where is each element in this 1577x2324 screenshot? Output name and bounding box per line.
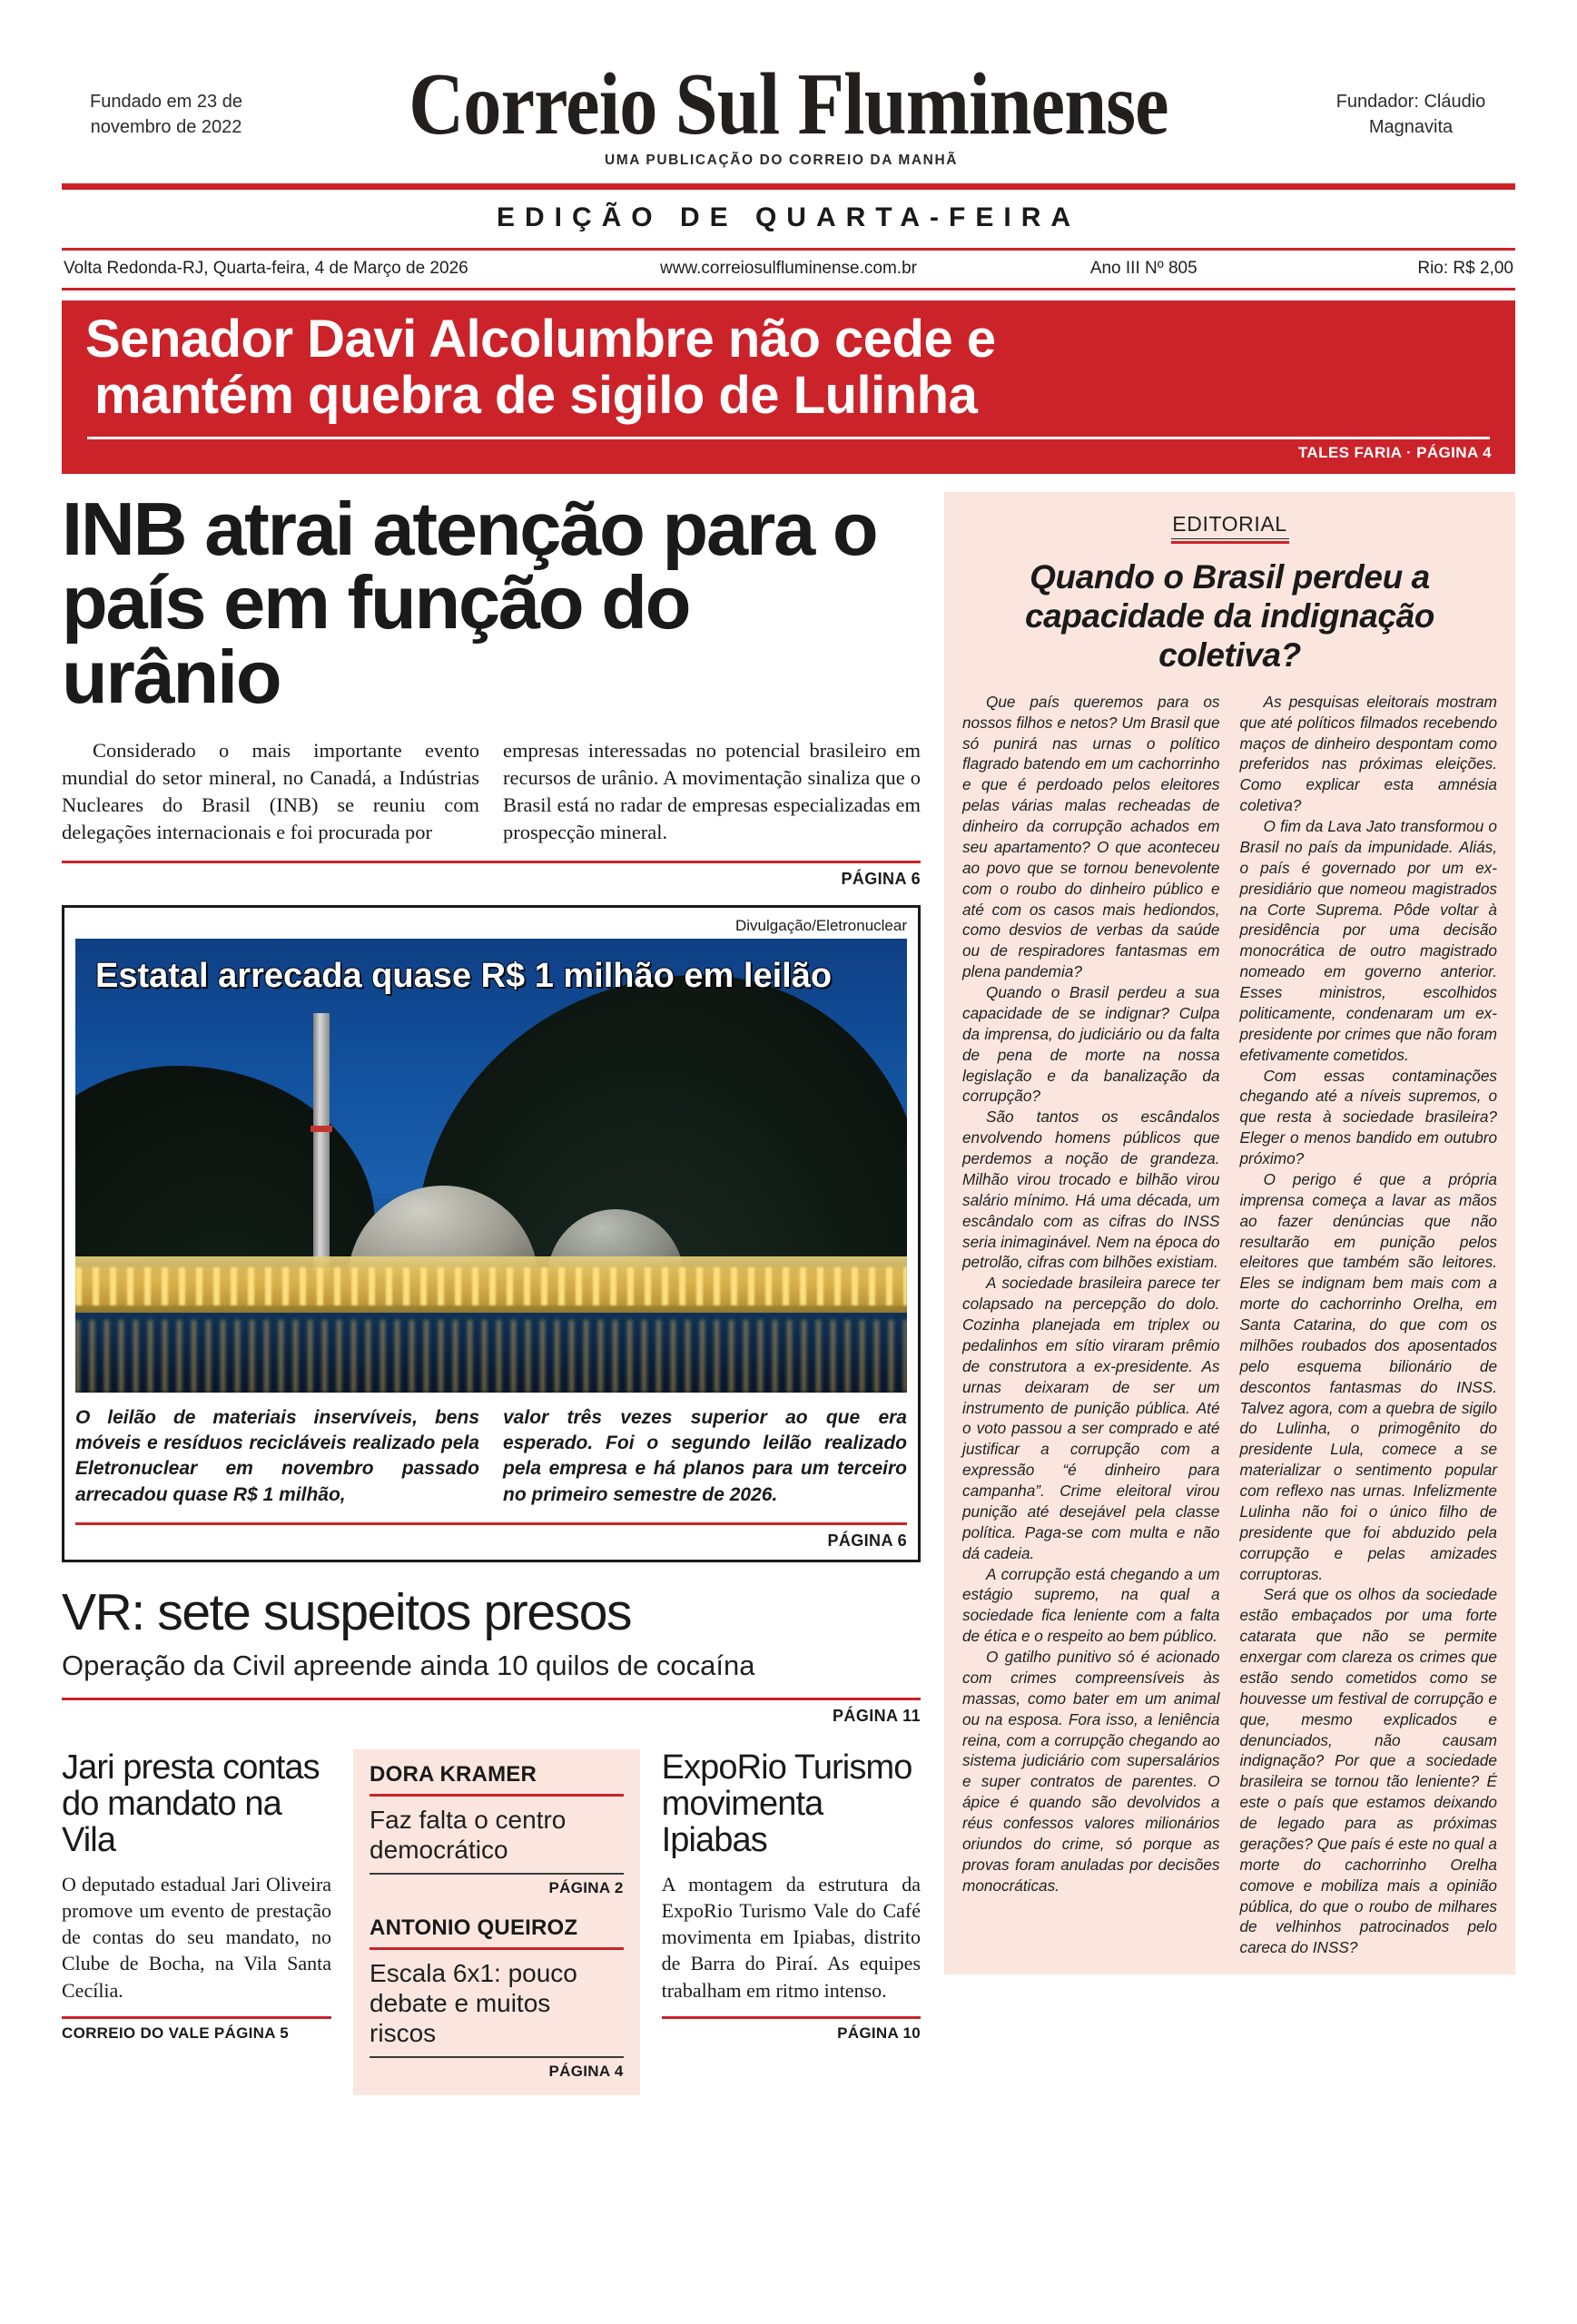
columnist-dora-kramer[interactable] <box>370 1762 624 1897</box>
lead-paragraph-2: empresas interessadas no potencial brasileiro em recursos de urânio. A movimentação sinaliza que o Brasil está no radar de empresas especializadas em prospecção mineral. <box>503 739 921 843</box>
editorial-kicker: EDITORIAL <box>1171 512 1289 539</box>
editorial-paragraph: Quando o Brasil perdeu a sua capacidade de se indignar? Culpa da imprensa, do judiciário ou da falta de pena de morte na nossa legislação e da banalização da corrupção? <box>962 983 1220 1106</box>
editorial-column-2 <box>1240 692 1498 1958</box>
edition-band: EDIÇÃO DE QUARTA-FEIRA <box>496 202 1081 232</box>
columnist-dark-rule <box>370 2056 624 2058</box>
lead-body <box>62 737 921 846</box>
editorial-paragraph: A sociedade brasileira parece ter colapsado na percepção do dolo. Cozinha planejada em triplex ou pedalinhos em sítio viraram prêmio de construtora a ex-presidente. As urnas deixaram de ser um instrumento de punição pública. Até o voto passou a ser comprado e até justificar a corrupção com a expressão “é dinheiro para campanha”. Crime eleitoral virou punição até desejável pela classe política. Paga-se com multa e não dá cadeia. <box>962 1274 1220 1562</box>
vr-subhead: Operação da Civil apreende ainda 10 quilos de cocaína <box>62 1649 755 1682</box>
info-price: Rio: R$ 2,00 <box>1417 259 1513 278</box>
banner-headline-line-2: mantém quebra de sigilo de Lulinha <box>94 366 978 426</box>
columnist-red-rule <box>370 1947 624 1950</box>
editorial-paragraph: Será que os olhos da sociedade estão embaçados por uma forte catarata que não se permite enxergar com clareza os crimes que estão sendo cometidos como se houvesse um festival de corrupção e que, mesmo explicados e denunciados, não causam indignação? Por que a sociedade brasileira se tornou tão leniente? É este o país que estamos deixando de legado para as próximas gerações? Que país é este no qual a morte do cachorrinho Orelha comove e mobiliza mais a opinião pública, do que o roubo de milhares de velhinhos patrocinados pelo careca do INSS? <box>1239 1585 1497 1957</box>
info-year-issue: Ano III Nº 805 <box>1089 259 1198 278</box>
photo-caption <box>75 1405 907 1508</box>
founder-credit: Fundador: Cláudio Magnavita <box>1336 91 1486 137</box>
columnist-title: Escala 6x1: pouco debate e muitos riscos <box>370 1958 577 2047</box>
columnists-box <box>353 1749 640 2095</box>
editorial-paragraph: As pesquisas eleitorais mostram que até políticos filmados recebendo maços de dinheiro despontam como preferidos nas próximas eleições. Como explicar esta amnésia coletiva? <box>1239 692 1497 815</box>
columnist-red-rule <box>370 1794 624 1797</box>
founded-date: Fundado em 23 de novembro de 2022 <box>90 91 242 137</box>
columnist-antonio-queiroz[interactable] <box>370 1915 624 2081</box>
editorial-columns <box>962 692 1497 1958</box>
jari-story <box>62 1749 353 2095</box>
expo-story <box>640 1749 921 2095</box>
masthead <box>62 54 1515 174</box>
editorial-paragraph: A corrupção está chegando a um estágio supremo, na qual a sociedade fica leniente com a falta de ética e o respeito ao bem público. <box>962 1564 1220 1646</box>
expo-headline[interactable]: ExpoRio Turismo movimenta Ipiabas <box>661 1748 912 1860</box>
masthead-subtitle: UMA PUBLICAÇÃO DO CORREIO DA MANHÃ <box>604 153 959 168</box>
photo-story-page-ref[interactable]: PÁGINA 6 <box>827 1531 907 1551</box>
water-reflection-shape <box>75 1320 907 1393</box>
expo-page-ref[interactable]: PÁGINA 10 <box>837 2024 921 2042</box>
columnist-name: DORA KRAMER <box>370 1761 537 1787</box>
editorial-paragraph: Com essas contaminações chegando até a níveis supremos, o que resta à sociedade brasileira? Eleger o menos bandido em outubro próximo? <box>1239 1066 1497 1168</box>
jari-headline[interactable]: Jari presta contas do mandato na Vila <box>62 1748 320 1860</box>
info-bar <box>62 251 1515 288</box>
masthead-divider <box>62 183 1515 190</box>
nuclear-plant-photo <box>75 939 907 1393</box>
columnists-spacer <box>370 1897 624 1915</box>
photo-caption-2: valor três vezes superior ao que era esperado. Foi o segundo leilão realizado pela empresa e há planos para um terceiro no primeiro semestre de 2026. <box>503 1406 907 1505</box>
editorial-paragraph: O perigo é que a própria imprensa começa a lavar as mãos ao fazer denúncias que não resultarão em punição pelos eleitores que também são leitores. Eles se indignam bem mais com a morte do cachorrinho Orelha, em Santa Catarina, do que com os milhões roubados dos aposentados pelo esquema bilionário de descontos fantasmas do INSS. Talvez agora, com a quebra de sigilo do Lulinha, o primogênito do presidente Lula, comece a se materializar o sentimento popular com reflexo nas urnas. Infelizmente Lulinha não foi o único filho de presidente que foi abduzido pela corrupção e pelas amizades corruptoras. <box>1239 1169 1497 1583</box>
jari-page-ref[interactable]: CORREIO DO VALE PÁGINA 5 <box>62 2024 289 2042</box>
photo-overlay-headline: Estatal arrecada quase R$ 1 milhão em leilão <box>95 956 833 995</box>
lead-page-ref[interactable]: PÁGINA 6 <box>841 869 921 888</box>
editorial-paragraph: Que país queremos para os nossos filhos e netos? Um Brasil que só punirá nas urnas o político flagrado batendo em um cachorrinho e que é perdoado pelos eleitores pelas várias malas recheadas de dinheiro da corrupção achados em seu apartamento? O que aconteceu ao povo que se tornou benevolente com o roubo do dinheiro público e até com os casos mais hediondos, como desvios de verbas da saúde ou de respiradores fantasmas em plena pandemia? <box>962 692 1220 981</box>
jari-body: O deputado estadual Jari Oliveira promove um evento de prestação de contas do seu mandato, no Clube de Bocha, na Vila Santa Cecília. <box>62 1873 332 2002</box>
masthead-center <box>271 55 1306 169</box>
banner-divider <box>87 437 1490 439</box>
info-place-date: Volta Redonda-RJ, Quarta-feira, 4 de Março de 2026 <box>64 259 468 278</box>
editorial-paragraph: O gatilho punitivo só é acionado com crimes compreensíveis às massas, como bater em um animal ou na esposa. Fora isso, a leniência reina, com a corrupção chegando ao sistema judiciário com supersalários e super contratos de parentes. O ápice é quando são devolvidos a réus confessos valores milionários oriundos do crime, só porque as provas foram anuladas por decisões monocráticas. <box>962 1648 1220 1895</box>
columnist-page-ref[interactable]: PÁGINA 2 <box>548 1878 624 1896</box>
photo-credit: Divulgação/Eletronuclear <box>735 916 907 934</box>
columnist-name: ANTONIO QUEIROZ <box>370 1915 578 1940</box>
left-column <box>62 487 944 2095</box>
smokestack-shape <box>313 1013 330 1285</box>
right-column <box>944 492 1515 2095</box>
lead-paragraph-1: Considerado o mais importante evento mundial do setor mineral, no Canadá, a Indústrias Nucleares do Brasil (INB) se reuniu com delegações internacionais e foi procurada por <box>62 739 479 843</box>
editorial-paragraph: São tantos os escândalos envolvendo homens públicos que perdemos a noção de grandeza. Milhão virou trocado e bilhão virou salário mínimo. Há uma década, um escândalo com as cifras do INSS seria inimaginável. Nem na época do petrolão, cifras com bilhões existiam. <box>962 1108 1220 1272</box>
columnist-title: Faz falta o centro democrático <box>370 1805 567 1864</box>
lead-headline[interactable]: INB atrai atenção para o país em função do urânio <box>62 487 877 719</box>
page-content <box>62 487 1515 2095</box>
columnist-dark-rule <box>370 1873 624 1875</box>
plant-lights-shape <box>75 1267 907 1305</box>
expo-body: A montagem da estrutura da ExpoRio Turismo Vale do Café movimenta em Ipiabas, distrito de Barra do Piraí. As equipes trabalham em ritmo intenso. <box>661 1873 921 2002</box>
editorial-title: Quando o Brasil perdeu a capacidade da indignação coletiva? <box>1025 558 1434 674</box>
info-bar-bottom-rule <box>62 288 1515 290</box>
editorial-kicker-rule <box>1171 541 1289 544</box>
vr-page-ref[interactable]: PÁGINA 11 <box>833 1706 921 1725</box>
banner-headline-line-1: Senador Davi Alcolumbre não cede e <box>85 310 996 369</box>
editorial-paragraph: O fim da Lava Jato transformou o Brasil no país da impunidade. Aliás, o país é governado por um ex-presidiário que nomeou magistrados na Corte Suprema. Pôde voltar à presidência por uma decisão monocrática de outro magistrado nomeado em governo anterior. Esses ministros, escolhidos politicamente, condenaram um ex-presidente por crimes que não foram efetivamente cometidos. <box>1239 817 1497 1064</box>
banner-credit: TALES FARIA · PÁGINA 4 <box>1297 444 1492 462</box>
vr-headline[interactable]: VR: sete suspeitos presos <box>62 1583 632 1642</box>
newspaper-title: Correio Sul Fluminense <box>409 55 1168 153</box>
editorial-box <box>944 492 1515 1974</box>
columnist-page-ref[interactable]: PÁGINA 4 <box>548 2062 624 2080</box>
bottom-stories <box>62 1749 921 2095</box>
editorial-column-1 <box>962 692 1220 1958</box>
photo-story-box <box>62 905 921 1562</box>
photo-caption-1: O leilão de materiais inservíveis, bens móveis e resíduos recicláveis realizado pela Eletronuclear em novembro passado arrecadou quase R$ 1 milhão, <box>75 1406 479 1505</box>
info-website[interactable]: www.correiosulfluminense.com.br <box>659 259 917 278</box>
top-banner-story[interactable] <box>62 300 1515 474</box>
